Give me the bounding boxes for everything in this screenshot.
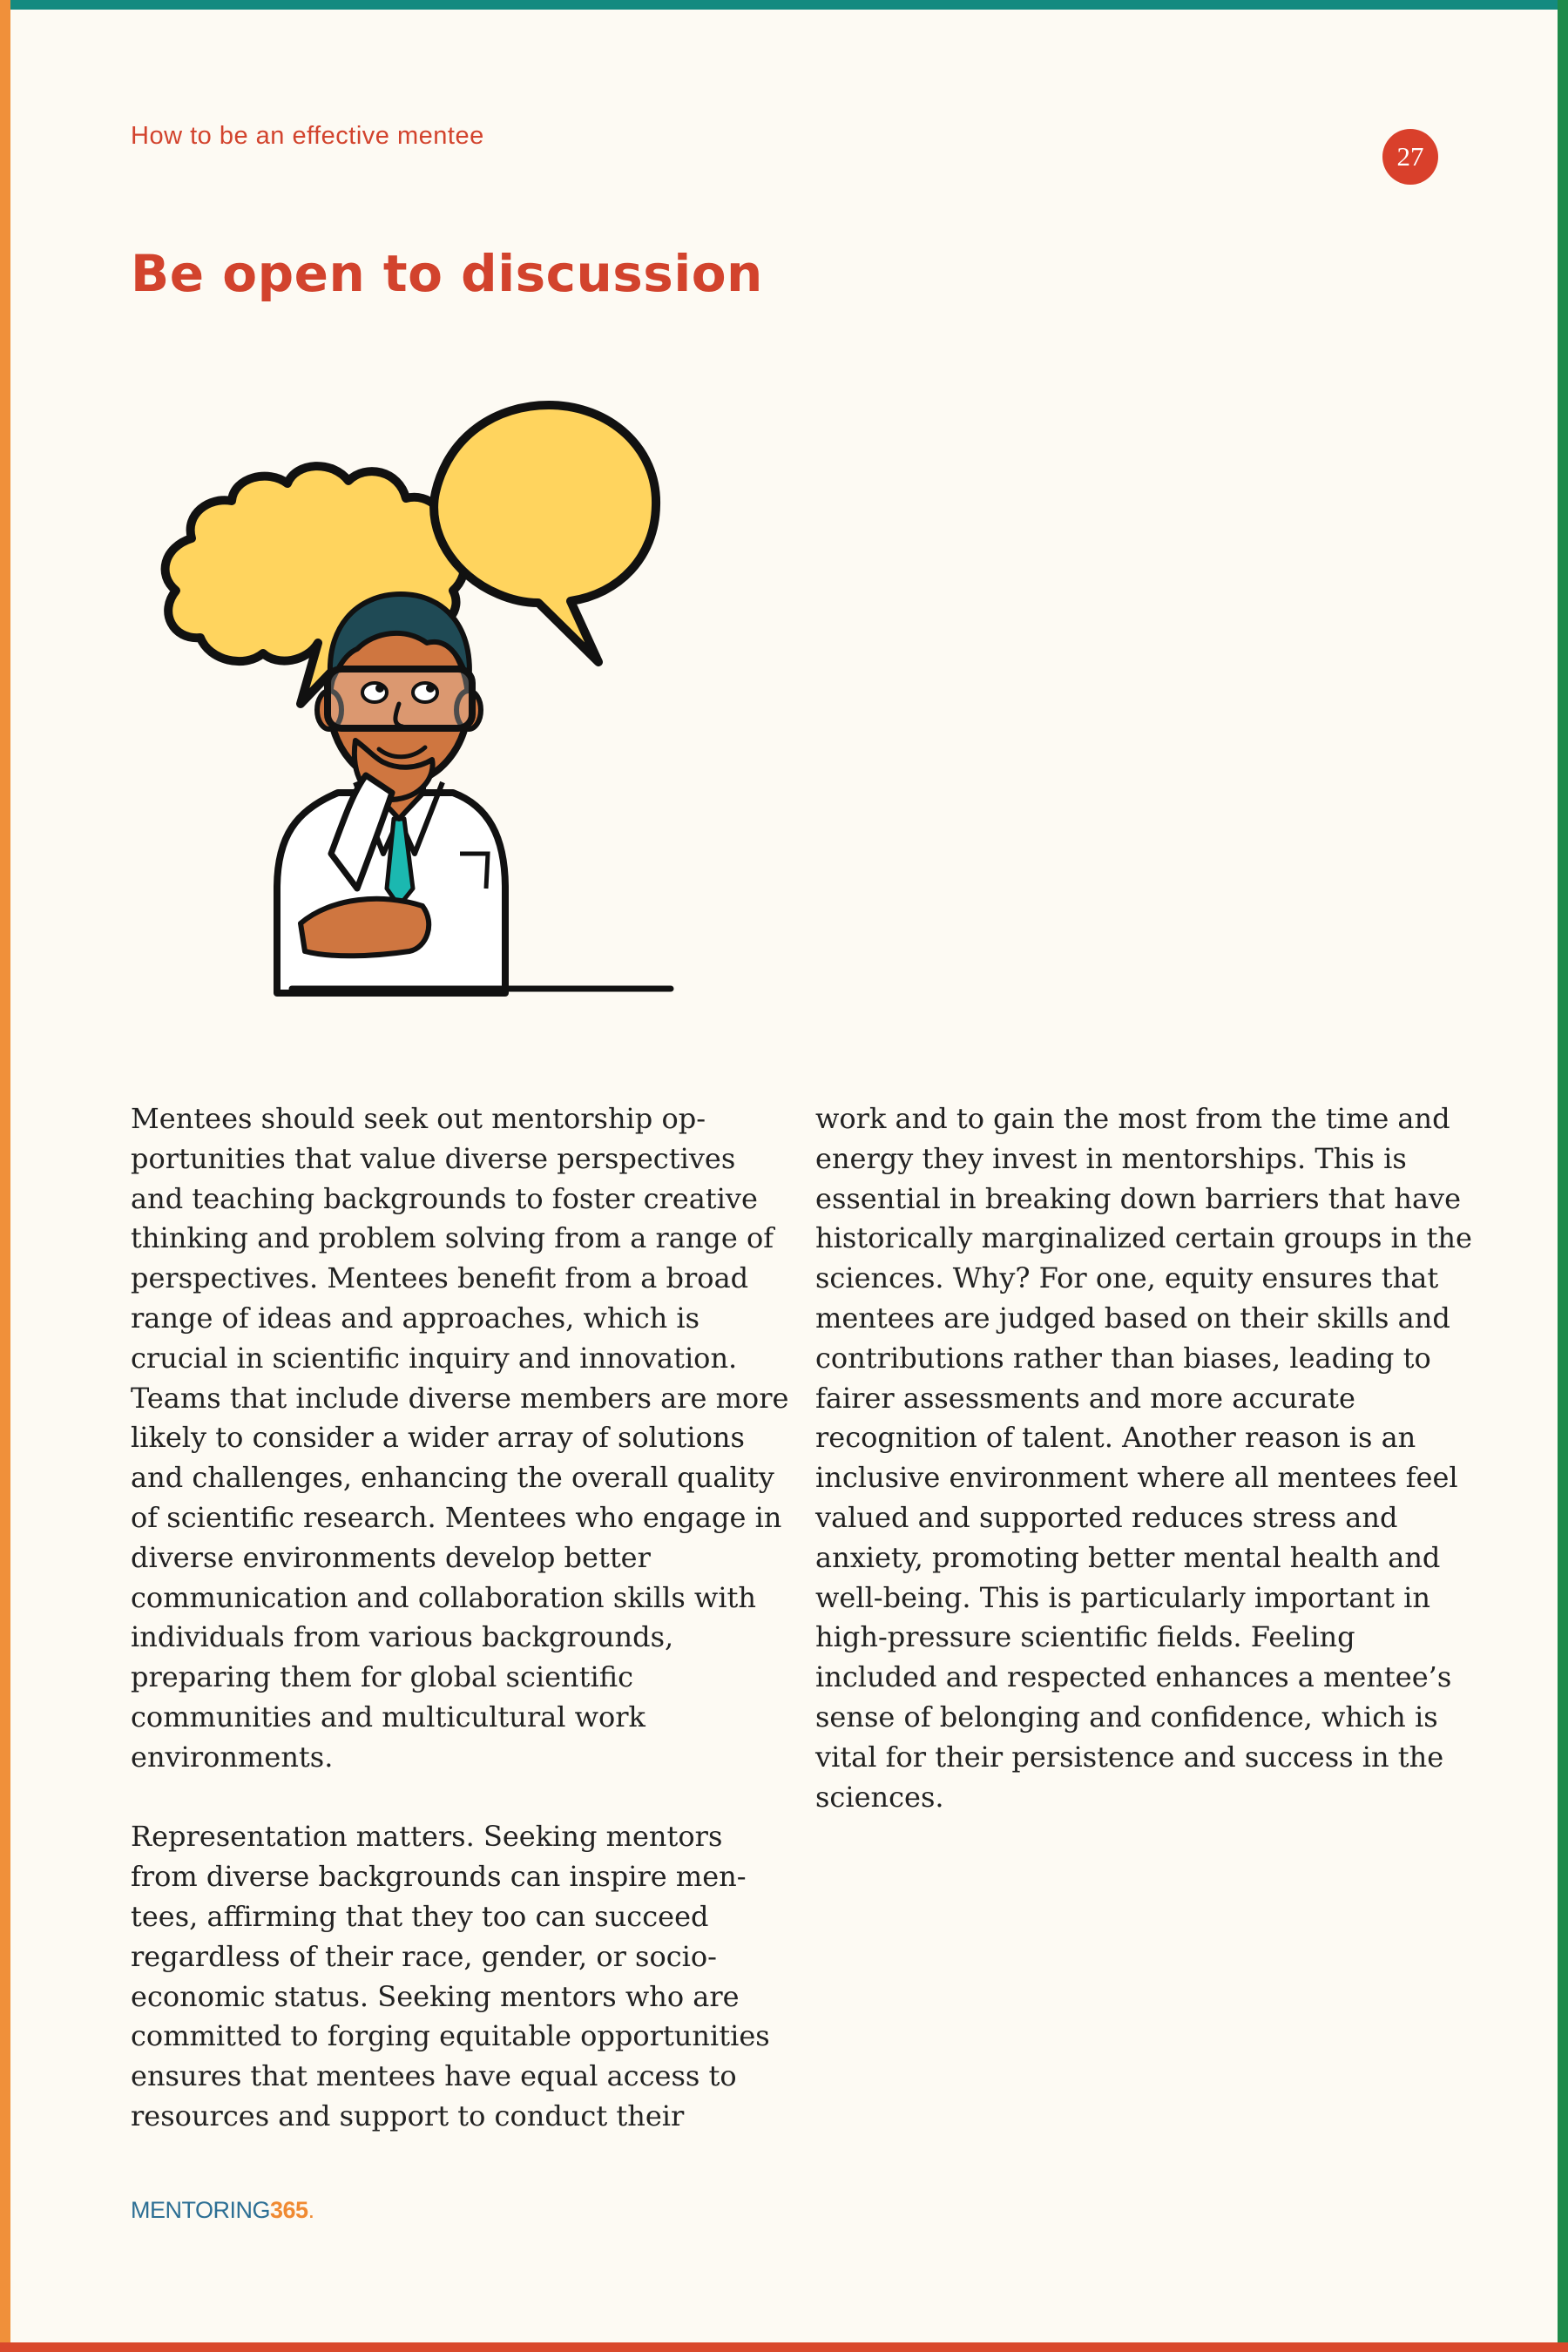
body-left-column bbox=[131, 1099, 793, 2137]
right-border bbox=[1558, 0, 1568, 2352]
left-border bbox=[0, 0, 10, 2352]
top-border bbox=[0, 0, 1568, 10]
body-right-column bbox=[815, 1099, 1477, 1817]
logo-number: 365 bbox=[270, 2197, 308, 2223]
thinking-scientist-illustration bbox=[122, 366, 784, 1010]
page-number-badge: 27 bbox=[1382, 129, 1438, 185]
running-header: How to be an effective mentee bbox=[131, 122, 484, 150]
mentoring365-logo bbox=[131, 2197, 314, 2224]
page-title: Be open to discussion bbox=[131, 244, 763, 303]
scientist-figure bbox=[277, 594, 671, 993]
logo-dot: . bbox=[308, 2197, 314, 2223]
body-paragraph: Mentees should seek out mentorship opportunities that value diverse perspectives and teaching backgrounds to foster creative thinking and problem solving from a range of perspectives. Mentees benefit from a broad range of ideas and approaches, which is crucial in scientific inquiry and innovation. Teams that include diverse members are more likely to consider a wider array of solutions and challenges, enhancing the overall quality of scientific research. Mentees who engage in diverse environments develop better communication and collaboration skills with individuals from various backgrounds, preparing them for global scientific communities and multicultural work environments. bbox=[131, 1102, 789, 1774]
body-paragraph: work and to gain the most from the time and energy they invest in mentorships. This is essential in breaking down barriers that have historically marginalized certain groups in the sciences. Why? For one, equity ensures that mentees are judged based on their skills and contributions rather than biases, leading to fairer assessments and more accurate recognition of talent. Another reason is an inclusive environment where all mentees feel valued and supported reduces stress and anxiety, promoting better mental health and well-being. This is particularly important in high-pressure scientific fields. Feeling included and respected enhances a mentee’s sense of belonging and confidence, which is vital for their persistence and success in the sciences. bbox=[815, 1102, 1472, 1814]
bottom-border bbox=[0, 2342, 1568, 2352]
speech-bubble-icon bbox=[434, 405, 656, 662]
body-paragraph: Representation matters. Seeking mentors from diverse backgrounds can inspire mentees, affirming that they too can succeed regardless of their race, gender, or socioeconomic status. Seeking mentors who are committed to forging equitable opportunities ensures that mentees have equal access to resources and support to conduct their bbox=[131, 1820, 770, 2132]
logo-word: MENTORING bbox=[131, 2197, 271, 2223]
